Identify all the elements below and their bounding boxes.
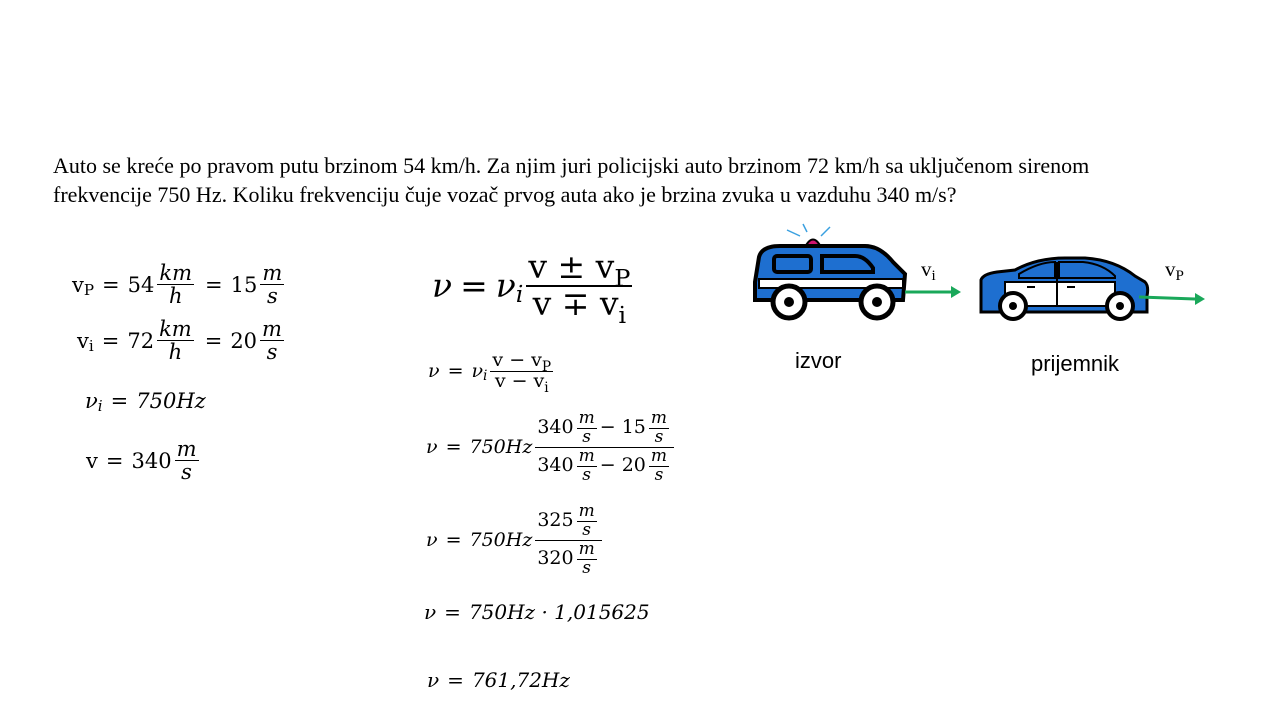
step-2-numerator: [535, 410, 674, 448]
ms-fraction: [649, 410, 669, 447]
step-3-num: 325: [537, 509, 574, 532]
vp-label-text: v: [1165, 257, 1176, 281]
nu-symbol: ν: [428, 360, 440, 383]
given-vi: [77, 318, 287, 363]
step-2-c: 340: [537, 454, 574, 477]
nu-symbol: ν: [426, 529, 438, 552]
police-car-window: [822, 256, 873, 272]
vp-symbol: v: [72, 272, 84, 297]
step-3-den: 320: [537, 547, 574, 570]
vp-subscript: P: [83, 280, 95, 299]
vp-arrow: [1139, 297, 1195, 299]
step-1-den-sub: i: [544, 379, 549, 396]
step-1: [428, 349, 556, 396]
unit-s: s: [582, 464, 592, 485]
step-1-num-sub: P: [541, 358, 552, 375]
result: [427, 668, 570, 692]
formula-denominator-sub: i: [618, 300, 627, 329]
step-4: [424, 600, 650, 624]
police-car-window: [774, 256, 811, 272]
doppler-formula: [432, 247, 635, 329]
step-2-d: − 20: [599, 454, 646, 477]
equals: =: [105, 448, 124, 473]
vi-subscript: i: [88, 336, 94, 355]
unit-km: km: [159, 317, 192, 341]
step-3-denominator: [535, 538, 601, 578]
ms-fraction: [260, 262, 284, 307]
nu-i-value: 750Hz: [136, 389, 206, 413]
equals: =: [445, 529, 462, 552]
nu-subscript: i: [97, 397, 103, 416]
nu-symbol: ν: [427, 668, 440, 692]
step-2-denominator: [535, 445, 674, 485]
formula-numerator: [526, 247, 632, 293]
vi-label-text: v: [921, 257, 932, 281]
wheel-hub: [784, 297, 794, 307]
ms-fraction: [577, 445, 597, 485]
step-3: [426, 503, 605, 577]
step-2-fraction: [535, 410, 674, 484]
nu-i-subscript: i: [515, 279, 524, 308]
siren-rays: [787, 224, 830, 236]
wheel-hub: [1009, 302, 1017, 310]
given-v: [86, 438, 202, 483]
ms-fraction: [577, 503, 597, 540]
ms-fraction: [260, 318, 284, 363]
equals: =: [447, 360, 464, 383]
wheel-hub: [872, 297, 882, 307]
police-car-illustration: [745, 222, 970, 327]
unit-s: s: [582, 519, 592, 540]
given-nu-i: [85, 389, 206, 416]
unit-m: m: [262, 261, 283, 285]
prijemnik-label: prijemnik: [1031, 351, 1120, 376]
unit-m: m: [578, 538, 595, 559]
step-3-fraction: [535, 503, 601, 577]
equals: =: [460, 266, 488, 306]
step-4-value: 750Hz · 1,015625: [468, 600, 650, 624]
izvor-label: izvor: [795, 348, 842, 373]
equals: =: [204, 328, 223, 353]
vi-value-kmh: 72: [127, 328, 155, 353]
equals: =: [102, 272, 120, 297]
equals: =: [101, 328, 120, 353]
step-1-fraction: [490, 349, 553, 396]
vi-label: [921, 257, 936, 282]
nu-symbol: ν: [424, 600, 437, 624]
unit-s: s: [266, 340, 278, 365]
unit-m: m: [176, 437, 197, 461]
unit-s: s: [582, 426, 592, 447]
vi-value-ms: 20: [230, 328, 258, 353]
ms-fraction: [649, 445, 669, 485]
wheel-hub: [1116, 302, 1124, 310]
given-vp: [72, 262, 287, 307]
problem-text: [53, 151, 1233, 209]
vi-arrow-head: [951, 286, 961, 298]
unit-m: m: [262, 317, 282, 341]
unit-s: s: [654, 426, 664, 447]
result-value: 761,72Hz: [471, 668, 570, 692]
kmh-fraction: [157, 262, 194, 307]
problem-line-2: frekvencije 750 Hz. Koliku frekvenciju čuje vozač prvog auta ako je brzina zvuka u vazduhu 340 m/s?: [53, 182, 957, 207]
vp-value-kmh: 54: [127, 272, 155, 297]
ms-fraction: [175, 438, 199, 483]
step-2-prefix: 750Hz: [469, 436, 533, 459]
step-1-numerator: [490, 349, 553, 375]
nu-symbol: ν: [432, 266, 453, 306]
nu-symbol: ν: [85, 389, 98, 413]
equals: =: [110, 389, 129, 413]
equals: =: [205, 272, 223, 297]
vi-symbol: v: [77, 328, 89, 353]
unit-s: s: [266, 284, 278, 309]
unit-km: km: [159, 261, 193, 285]
unit-m: m: [650, 445, 667, 466]
unit-m: m: [578, 408, 595, 428]
equals: =: [447, 668, 464, 692]
unit-m: m: [578, 445, 595, 466]
equals: =: [445, 436, 462, 459]
unit-s: s: [181, 460, 192, 485]
equals: =: [444, 600, 461, 624]
vp-value-ms: 15: [230, 272, 258, 297]
ms-fraction: [577, 410, 597, 447]
step-1-den-text: v − v: [494, 369, 545, 392]
step-2-a: 340: [537, 416, 574, 439]
vp-label-sub: P: [1175, 267, 1184, 284]
formula-numerator-text: v ± v: [528, 247, 615, 286]
unit-h: h: [168, 340, 183, 365]
problem-line-1: Auto se kreće po pravom putu brzinom 54 km/h. Za njim juri policijski auto brzinom 72 km/h sa uključenom sirenom: [53, 153, 1090, 178]
vi-label-sub: i: [931, 267, 936, 284]
step-3-numerator: [535, 503, 601, 541]
nu-i-subscript: i: [483, 368, 488, 385]
step-1-num-text: v − v: [492, 349, 542, 371]
unit-h: h: [168, 284, 183, 309]
ms-fraction: [577, 538, 597, 578]
step-2-b: − 15: [599, 416, 646, 439]
unit-s: s: [582, 557, 592, 578]
nu-i-symbol: ν: [471, 360, 484, 383]
v-symbol: v: [86, 448, 98, 473]
step-3-prefix: 750Hz: [469, 529, 533, 552]
formula-fraction: [526, 247, 632, 329]
v-value: 340: [131, 448, 172, 473]
formula-numerator-sub: P: [614, 264, 631, 293]
vp-label: [1165, 257, 1184, 282]
nu-i-symbol: ν: [495, 266, 516, 306]
unit-s: s: [654, 464, 664, 485]
formula-denominator-text: v ∓ v: [532, 283, 619, 323]
nu-symbol: ν: [426, 436, 438, 459]
unit-m: m: [578, 501, 595, 521]
step-2: [426, 410, 677, 484]
unit-m: m: [650, 408, 667, 428]
kmh-fraction: [157, 318, 194, 363]
vp-arrow-head: [1195, 293, 1205, 305]
